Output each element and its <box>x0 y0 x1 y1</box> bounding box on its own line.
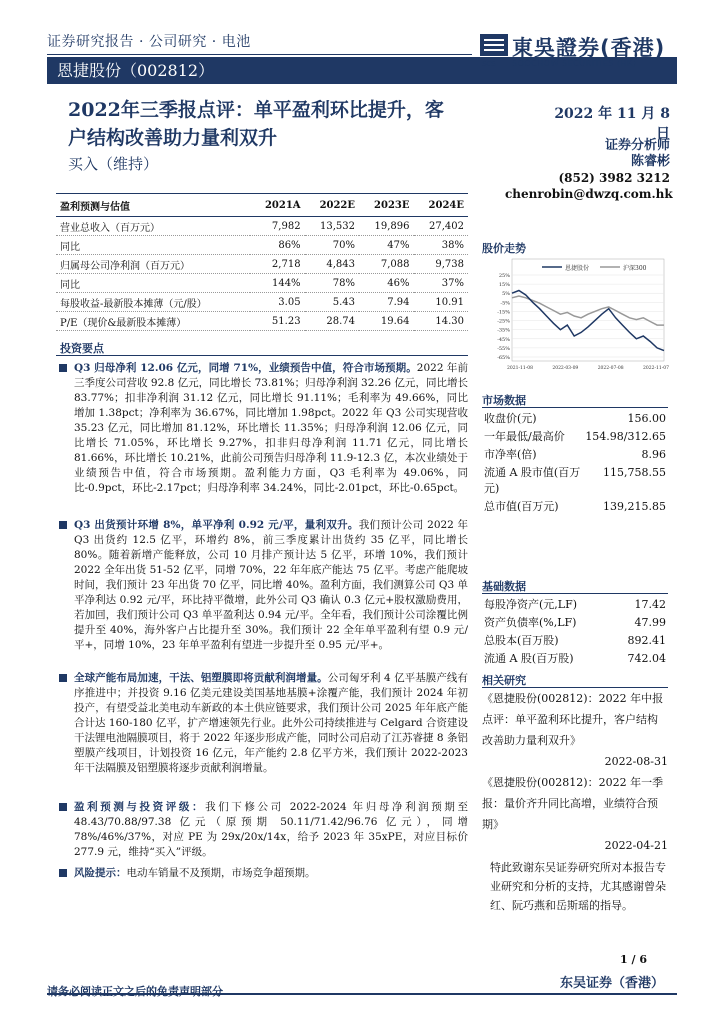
point-1 <box>74 361 468 496</box>
forecast-header-row <box>56 194 468 217</box>
forecast-cell: 70% <box>305 236 359 255</box>
acknowledgement: 特此致谢东吴证券研究所对本报告专业研究和分析的支持，尤其感谢曾朵红、阮巧燕和岳斯瑶的指导。 <box>490 861 666 912</box>
market-label: 收盘价(元) <box>484 412 537 425</box>
market-label: 总市值(百万元) <box>484 500 559 513</box>
forecast-cell: 3.05 <box>250 293 305 312</box>
market-value: 154.98/312.65 <box>585 430 666 443</box>
forecast-header-cell: 盈利预测与估值 <box>56 194 250 217</box>
bullet-icon <box>59 521 67 529</box>
basic-row <box>482 650 668 668</box>
basic-value: 892.41 <box>627 634 666 647</box>
point-text: 电动车销量不及预期，市场竞争超预期。 <box>126 867 316 879</box>
point-label: 全球产能布局加速，干法、铝塑膜即将贡献利润增量。 <box>74 672 328 684</box>
rating: 买入（维持） <box>68 155 159 173</box>
stock-chart <box>482 257 672 377</box>
forecast-cell: 7.94 <box>359 293 413 312</box>
related-list <box>482 688 668 856</box>
report-category: 证券研究报告 · 公司研究 · 电池 <box>47 34 251 50</box>
basic-value: 17.42 <box>634 598 666 611</box>
forecast-cell: 5.43 <box>305 293 359 312</box>
market-value: 156.00 <box>627 412 666 425</box>
market-divider <box>482 407 668 408</box>
forecast-header-cell: 2021A <box>250 194 305 217</box>
logo-chinese: 東吳證券(香港) <box>512 36 666 60</box>
y-tick-label: -65% <box>497 355 510 361</box>
bullet-icon <box>59 803 67 811</box>
point-label: Q3 出货预计环增 8%，单平净利 0.92 元/平，量利双升。 <box>74 519 359 531</box>
forecast-cell: 4,843 <box>305 255 359 274</box>
forecast-cell: 13,532 <box>305 217 359 236</box>
footer-disclaimer[interactable]: 请务必阅读正文之后的免责声明部分 <box>47 985 223 998</box>
forecast-row <box>56 255 468 274</box>
market-label: 流通 A 股市值(百万元) <box>484 466 581 495</box>
x-tick-label: 2022-11-07 <box>643 366 669 371</box>
forecast-cell: P/E（现价&最新股本摊薄） <box>56 312 250 331</box>
market-value: 139,215.85 <box>603 500 666 513</box>
related-date: 2022-08-31 <box>604 755 668 768</box>
forecast-cell: 9,738 <box>414 255 469 274</box>
analyst-info <box>505 138 673 202</box>
y-tick-label: -45% <box>497 336 510 343</box>
point-text: 我们下修公司 2022-2024 年归母净利润预期至 48.43/70.88/97.38 亿元（原预期 50.11/71.42/96.76 亿元），同增 78%/46%/37%，对应 PE 为 29x/20x/14x，给予 2023 年 35xPE，对应目标价 277.9 元，维持“买入”评级。 <box>74 801 469 858</box>
basic-label: 总股本(百万股) <box>484 634 559 647</box>
market-value: 8.96 <box>641 448 666 461</box>
market-row <box>482 410 668 428</box>
point-text: 公司匈牙利 4 亿平基膜产线有序推进中；并投资 9.16 亿美元建设美国基地基膜+涂覆产能，我们预计 2024 年初投产，有望受益北美电动车新政的本土供应链要求，我们预计公司 2025 年年底产能合计达 160-180 亿平，扩产增速领先行业。此外公司持续推进与 Celgard 合资建设干法锂电池隔膜项目，将于 2022 年逐步形成产能，同时公司启动了江苏睿捷 8 条铝塑膜产线项目，计划投资 16 亿元，年产能约 2.8 亿平方米，我们预计 2022-2023 年干法隔膜及铝塑膜将逐步贡献利润增量。 <box>74 672 469 774</box>
basic-label: 流通 A 股(百万股) <box>484 652 574 665</box>
point-label: 风险提示： <box>74 867 127 879</box>
basic-label: 资产负债率(%,LF) <box>484 616 577 629</box>
point-3 <box>74 671 468 776</box>
forecast-row <box>56 217 468 236</box>
forecast-row <box>56 274 468 293</box>
logo-english: SOOCHOW SECURITIES (HK) <box>512 59 637 68</box>
bullet-icon <box>59 364 67 372</box>
point-text: 2022 年前三季度公司营收 92.8 亿元，同比增长 73.81%；归母净利润 32.26 亿元，同比增长 83.77%；扣非净利润 31.12 亿元，同比增长 91.11%；毛利率为 49.66%，同比增加 1.38pct；净利率为 36.67%，同比增加 1.98pct。2022 年 Q3 公司实现营收 35.23 亿元，同比增加 81.12%，环比增长 11.35%；归母净利润 12.06 亿元，同比增长 71.05%，环比增长 9.27%，扣非归母净利润 11.71 亿元，同比增长 81.66%，环比增长 10.21%，此前公司预告归母净利 11.9-12.3 亿，本次业绩处于业绩预告中值，符合市场预期。盈利能力方面，Q3 毛利率为 49.06%，同比-0.9pct，环比-2.17pct；归母净利率 34.24%，同比-2.01pct，环比-0.65pct。 <box>74 362 468 494</box>
y-tick-label: -55% <box>497 345 510 352</box>
forecast-cell: 38% <box>414 236 469 255</box>
forecast-row <box>56 293 468 312</box>
forecast-cell: 营业总收入（百万元） <box>56 217 250 236</box>
report-headline <box>68 96 488 152</box>
report-date: 2022 年 11 月 8 日 <box>554 106 670 142</box>
forecast-row <box>56 312 468 331</box>
forecast-cell: 每股收益-最新股本摊薄（元/股） <box>56 293 250 312</box>
market-row <box>482 498 668 516</box>
market-label: 一年最低/最高价 <box>484 430 565 443</box>
forecast-cell: 19.64 <box>359 312 413 331</box>
basic-table <box>482 596 668 668</box>
headline-line1: 2022年三季报点评：单平盈利环比提升，客 <box>68 99 444 121</box>
analyst-phone: (852) 3982 3212 <box>558 171 670 185</box>
basic-value: 47.99 <box>634 616 666 629</box>
point-2 <box>74 518 468 653</box>
forecast-cell: 27,402 <box>414 217 469 236</box>
y-tick-label: -25% <box>497 318 510 325</box>
forecast-cell: 2,718 <box>250 255 305 274</box>
forecast-cell: 10.91 <box>414 293 469 312</box>
x-tick-label: 2022-07-08 <box>597 366 624 371</box>
basic-title: 基础数据 <box>482 580 526 593</box>
related-date: 2022-04-21 <box>604 839 668 852</box>
chart-title: 股价走势 <box>482 242 526 255</box>
bullet-icon <box>59 674 67 682</box>
footer-brand: 东吴证券（香港） <box>560 976 665 991</box>
forecast-cell: 28.74 <box>305 312 359 331</box>
logo-mark-icon <box>480 34 508 68</box>
market-row <box>482 464 668 498</box>
related-item[interactable]: 《恩捷股份(002812)：2022 年一季报：量价齐升同比高增，业绩符合预期》 <box>482 776 664 831</box>
basic-row <box>482 632 668 650</box>
y-tick-label: -5% <box>500 300 510 307</box>
forecast-cell: 7,982 <box>250 217 305 236</box>
forecast-header-cell: 2024E <box>414 194 469 217</box>
forecast-cell: 46% <box>359 274 413 293</box>
basic-label: 每股净资产(元,LF) <box>484 598 578 611</box>
market-row <box>482 446 668 464</box>
y-tick-label: -15% <box>497 309 510 316</box>
bullet-icon <box>59 869 67 877</box>
related-title: 相关研究 <box>482 674 526 687</box>
header-divider <box>47 54 472 55</box>
point-4 <box>74 800 468 860</box>
forecast-row <box>56 236 468 255</box>
analyst-name: 陈睿彬 <box>630 154 670 169</box>
y-tick-label: 5% <box>502 291 510 298</box>
related-item[interactable]: 《恩捷股份(002812)：2022 年中报点评：单平盈利环比提升，客户结构改善助力量利双升》 <box>482 692 664 747</box>
soochow-logo <box>480 32 690 72</box>
legend-label-stock: 恩捷股份 <box>565 265 590 272</box>
market-value: 115,758.55 <box>603 466 666 479</box>
forecast-cell: 37% <box>414 274 469 293</box>
company-band: 恩捷股份（002812） <box>47 57 472 84</box>
forecast-table <box>56 193 468 331</box>
market-title: 市场数据 <box>482 394 526 407</box>
y-tick-label: 15% <box>498 282 510 289</box>
basic-divider <box>482 593 668 594</box>
market-row <box>482 428 668 446</box>
y-tick-label: -35% <box>497 327 510 334</box>
forecast-header-cell: 2023E <box>359 194 413 217</box>
svg-text:SCS: SCS <box>482 60 496 68</box>
points-divider <box>56 355 468 356</box>
forecast-cell: 144% <box>250 274 305 293</box>
forecast-cell: 同比 <box>56 236 250 255</box>
forecast-cell: 7,088 <box>359 255 413 274</box>
market-label: 市净率(倍) <box>484 448 537 461</box>
forecast-cell: 47% <box>359 236 413 255</box>
point-label: Q3 归母净利 12.06 亿元，同增 71%，业绩预告中值，符合市场预期。 <box>74 362 417 374</box>
points-title: 投资要点 <box>60 342 104 355</box>
basic-row <box>482 596 668 614</box>
forecast-cell: 78% <box>305 274 359 293</box>
point-5 <box>74 866 468 881</box>
forecast-cell: 同比 <box>56 274 250 293</box>
analyst-email[interactable]: chenrobin@dwzq.com.hk <box>505 187 673 201</box>
forecast-cell: 86% <box>250 236 305 255</box>
forecast-cell: 51.23 <box>250 312 305 331</box>
legend-label-index: 沪深300 <box>623 265 647 272</box>
y-tick-label: 25% <box>498 273 510 279</box>
forecast-header-cell: 2022E <box>305 194 359 217</box>
analyst-label: 证券分析师 <box>604 138 670 153</box>
x-tick-label: 2022-03-09 <box>552 366 579 371</box>
forecast-cell: 14.30 <box>414 312 469 331</box>
point-label: 盈利预测与投资评级： <box>74 801 206 813</box>
forecast-cell: 归属母公司净利润（百万元） <box>56 255 250 274</box>
x-tick-label: 2021-11-08 <box>507 366 533 371</box>
basic-row <box>482 614 668 632</box>
basic-value: 742.04 <box>627 652 666 665</box>
point-text: 我们预计公司 2022 年 Q3 出货约 12.5 亿平，环增约 8%，前三季度累计出货约 35 亿平，同比增长 80%。随着新增产能释放，公司 10 月排产预计达 5 亿平，环增 10%，我们预计 2022 全年出货 51-52 亿平，同增 70%，22 年年底产能达 75 亿平。考虑产能爬坡时间，我们预计 23 年出货 70 亿平，同比增 40%。盈利方面，我们测算公司 Q3 单平净利达 0.92 元/平，环比持平微增，此外公司 Q3 确认 0.3 亿元+股权激励费用，若加回，我们预计公司 Q3 单平盈利达 0.94 元/平。全年看，我们预计公司涂覆比例提升至 40%，海外客户占比提升至 30%。我们预计 22 全年单平盈利有望 0.9 元/平+，同增 10%，23 年单平盈利有望进一步提升至 0.95 元/平+。 <box>74 519 468 651</box>
market-table <box>482 410 668 516</box>
forecast-cell: 19,896 <box>359 217 413 236</box>
page-number: 1 / 6 <box>620 953 647 966</box>
headline-line2: 户结构改善助力量利双升 <box>68 127 278 149</box>
